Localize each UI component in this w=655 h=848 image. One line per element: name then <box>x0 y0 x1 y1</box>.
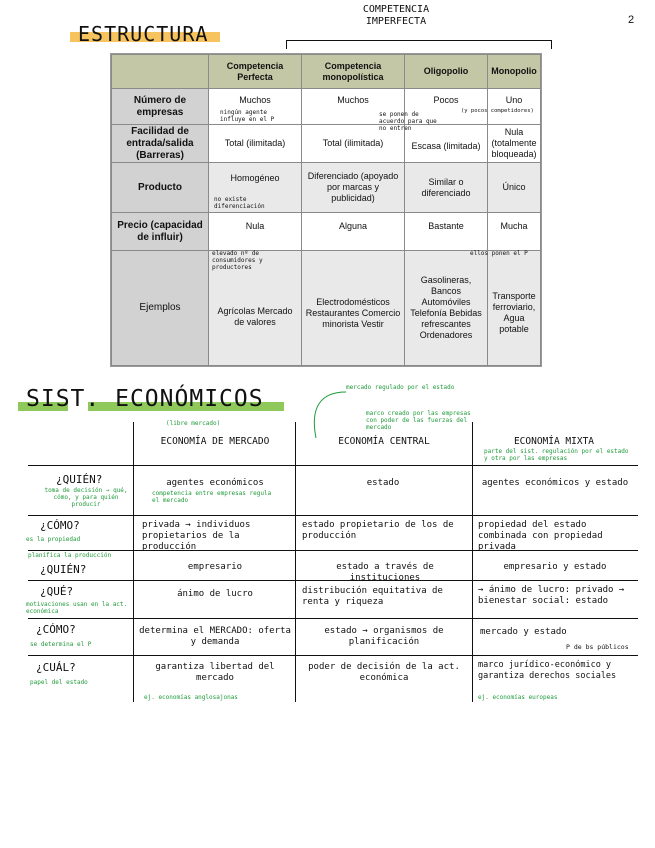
row-question-note: es la propiedad <box>26 536 81 543</box>
cell-value: determina el MERCADO: oferta y demanda <box>139 626 291 647</box>
row-label: Ejemplos <box>112 251 209 366</box>
table-cell: Mucha <box>488 213 541 251</box>
table-cell: Pocos <box>405 89 488 125</box>
row-label: Producto <box>112 163 209 213</box>
competencia-imperfecta-bracket <box>286 40 552 49</box>
annotation-acuerdo: se ponen de acuerdo para que no entren <box>379 111 437 132</box>
annotation-ningun-agente: ningún agente influye en el P <box>220 109 275 123</box>
col-economia-central: ECONOMÍA CENTRAL <box>338 436 430 447</box>
table-cell: Nula <box>209 213 302 251</box>
grid-hline-2 <box>28 515 638 516</box>
cell-value: → ánimo de lucro: privado → bienestar social: estado <box>478 585 625 606</box>
section-title-sist-economicos <box>26 386 264 412</box>
cell-subnote: competencia entre empresas regula el mercado <box>152 490 272 504</box>
table-row <box>112 125 541 163</box>
row-question: ¿QUIÉN? <box>56 473 103 486</box>
title-part-sist: SIST. <box>26 386 101 412</box>
table-cell: Uno <box>488 89 541 125</box>
cell-value: distribución equitativa de renta y riqueza <box>302 586 443 607</box>
header-perfecta: Competencia Perfecta <box>209 55 302 89</box>
cell-value: marco jurídico-económico y garantiza derechos sociales <box>478 660 617 681</box>
row-question-note: planifica la producción <box>28 552 112 559</box>
cell-value: privada → individuos propietarios de la producción <box>142 520 251 552</box>
cell-value: empresario y estado <box>503 562 607 572</box>
title-part-economicos: ECONÓMICOS <box>115 386 264 412</box>
row-question-note: papel del estado <box>30 679 88 686</box>
cell-value: empresario <box>187 562 243 572</box>
cell-value: estado a través de instituciones <box>336 562 434 583</box>
note-marco-empresas: marco creado por las empresas con poder de las fuerzas del mercado <box>366 410 471 431</box>
row-question-note: motivaciones usan en la act. económica <box>26 601 128 615</box>
grid-hline-1 <box>28 465 638 466</box>
row-question: ¿CÓMO? <box>40 519 80 532</box>
cell-value: estado → organismos de planificación <box>324 626 444 647</box>
ci-line-1: COMPETENCIA <box>362 4 430 15</box>
header-monopolistica: Competencia monopolística <box>302 55 405 89</box>
grid-vline-3 <box>472 422 473 702</box>
col-economia-mixta: ECONOMÍA MIXTA <box>513 436 595 447</box>
row-question-note: toma de decisión → qué, cómo, y para quién producir <box>44 487 128 508</box>
row-label: Número de empresas <box>112 89 209 125</box>
cell-value: agentes económicos y estado <box>481 478 629 488</box>
table-cell: Nula (totalmente bloqueada) <box>488 125 541 163</box>
table-row <box>112 251 541 366</box>
header-empty <box>112 55 209 89</box>
cell-value: garantiza libertad del mercado <box>155 662 275 683</box>
page-number: 2 <box>628 14 635 26</box>
annotation-no-diferenciacion: no existe diferenciación <box>214 196 265 210</box>
header-monopolio: Monopolio <box>488 55 541 89</box>
header-oligopolio: Oligopolio <box>405 55 488 89</box>
row-question: ¿QUIÉN? <box>40 563 87 576</box>
table-cell: Diferenciado (apoyado por marcas y publicidad) <box>302 163 405 213</box>
row-question: ¿CÓMO? <box>36 623 76 636</box>
row-label: Facilidad de entrada/salida (Barreras) <box>112 125 209 163</box>
grid-hline-5 <box>28 618 638 619</box>
annotation-ellos-ponen-p: ellos ponen el P <box>470 250 528 257</box>
annotation-pocos-competidores: (y pocos competidores) <box>461 108 534 114</box>
table-cell: Muchos <box>302 89 405 125</box>
table-cell: Gasolineras, Bancos Automóviles Telefonía Bebidas refrescantes Ordenadores <box>405 251 488 366</box>
row-question: ¿QUÉ? <box>40 585 74 598</box>
table-cell: Similar o diferenciado <box>405 163 488 213</box>
note-mixta-header: parte del sist. regulación por el estado y otra por las empresas <box>484 448 629 462</box>
grid-hline-6 <box>28 655 638 656</box>
grid-vline-1 <box>133 422 134 702</box>
note-libre-mercado: (libre mercado) <box>166 420 221 427</box>
cell-value: estado <box>366 478 400 488</box>
col-economia-mercado: ECONOMÍA DE MERCADO <box>160 436 270 447</box>
cell-value: estado propietario de los de producción <box>302 520 454 541</box>
cell-value: propiedad del estado combinada con propiedad privada <box>478 520 603 552</box>
table-cell: Alguna <box>302 213 405 251</box>
table-cell: Único <box>488 163 541 213</box>
row-question: ¿CUÁL? <box>36 661 76 674</box>
grid-vline-2 <box>295 422 296 702</box>
table-cell: Total (ilimitada) <box>302 125 405 163</box>
table-cell: Bastante <box>405 213 488 251</box>
cell-subnote: P de bs públicos <box>566 643 629 651</box>
table-cell: Escasa (limitada) <box>405 125 488 163</box>
cell-value: ánimo de lucro <box>177 589 253 599</box>
ci-line-2: IMPERFECTA <box>365 16 427 27</box>
note-mercado-regulado: mercado regulado por el estado <box>346 384 455 391</box>
table-row <box>112 213 541 251</box>
footnote-anglosajonas: ej. economías anglosajonas <box>144 694 238 701</box>
cell-value: agentes económicos <box>166 478 264 488</box>
table-cell: Muchos <box>209 89 302 125</box>
table-row <box>112 89 541 125</box>
footnote-europeas: ej. economías europeas <box>478 694 558 701</box>
table-header-row <box>112 55 541 89</box>
table-cell: Agrícolas Mercado de valores <box>209 251 302 366</box>
cell-value: poder de decisión de la act. económica <box>308 662 460 683</box>
row-label: Precio (capacidad de influir) <box>112 213 209 251</box>
row-question-note: se determina el P <box>30 641 92 648</box>
market-structure-table <box>110 53 542 367</box>
table-cell: Total (ilimitada) <box>209 125 302 163</box>
cell-value: mercado y estado <box>480 627 567 637</box>
table-cell: Electrodomésticos Restaurantes Comercio minorista Vestir <box>302 251 405 366</box>
annotation-elevado-numero: elevado nº de consumidores y productores <box>212 250 263 271</box>
table-cell: Transporte ferroviario, Agua potable <box>488 251 541 366</box>
competencia-imperfecta-label <box>346 4 446 28</box>
section-title-estructura: ESTRUCTURA <box>78 22 209 46</box>
table-cell: Homogéneo <box>209 163 302 213</box>
table-row <box>112 163 541 213</box>
